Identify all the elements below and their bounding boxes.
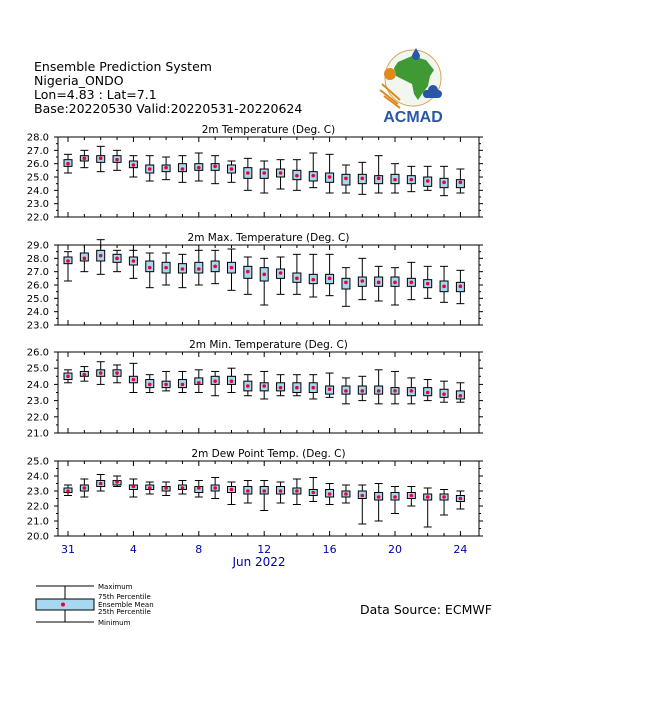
chart-panel-3 <box>27 339 483 440</box>
mean-marker <box>279 271 283 275</box>
box-day-8 <box>178 481 186 495</box>
mean-marker <box>197 381 201 385</box>
mean-marker <box>295 386 299 390</box>
mean-marker <box>66 259 70 263</box>
box-day-8 <box>178 254 186 287</box>
box-day-17 <box>326 373 334 397</box>
mean-marker <box>181 486 185 490</box>
box-day-21 <box>391 487 399 514</box>
mean-marker <box>246 489 250 493</box>
chart-panel-1 <box>27 124 483 224</box>
mean-marker <box>164 266 168 270</box>
x-tick-label: 12 <box>257 543 272 556</box>
mean-marker <box>311 491 315 495</box>
mean-marker <box>246 171 250 175</box>
panel-title: 2m Max. Temperature (Deg. C) <box>187 232 350 244</box>
box-day-9 <box>195 481 203 498</box>
box-day-21 <box>391 268 399 305</box>
mean-marker <box>148 266 152 270</box>
box-day-5 <box>129 479 137 497</box>
mean-marker <box>361 177 365 181</box>
y-tick-label: 23.0 <box>26 396 49 408</box>
legend-mean-label: Ensemble Mean <box>98 601 154 609</box>
box-day-12 <box>244 158 252 190</box>
mean-marker <box>148 383 152 387</box>
mean-marker <box>442 181 446 185</box>
box-day-10 <box>211 156 219 184</box>
mean-marker <box>344 177 348 181</box>
box-day-3 <box>97 475 105 492</box>
mean-marker <box>66 489 70 493</box>
box-day-4 <box>113 250 121 271</box>
mean-marker <box>361 389 365 393</box>
mean-marker <box>311 278 315 282</box>
mean-marker <box>328 277 332 281</box>
box-day-8 <box>178 156 186 183</box>
mean-marker <box>459 497 463 501</box>
box-day-20 <box>375 266 383 301</box>
mean-marker <box>213 486 217 490</box>
mean-marker <box>99 371 103 375</box>
y-tick-label: 23.0 <box>26 486 49 498</box>
mean-marker <box>246 384 250 388</box>
box-day-18 <box>342 485 350 503</box>
mean-marker <box>377 495 381 499</box>
mean-marker <box>115 371 119 375</box>
box-day-2 <box>80 150 88 167</box>
box-day-23 <box>424 266 432 298</box>
base-valid-dates: Base:20220530 Valid:20220531-20220624 <box>34 101 303 116</box>
box-day-1 <box>64 154 72 173</box>
box-day-4 <box>113 476 121 487</box>
box-day-23 <box>424 166 432 190</box>
box-day-2 <box>80 479 88 497</box>
mean-marker <box>132 163 136 167</box>
mean-marker <box>197 166 201 170</box>
mean-marker <box>262 489 266 493</box>
box-day-21 <box>391 371 399 403</box>
y-tick-label: 25.0 <box>26 293 49 305</box>
mean-marker <box>410 178 414 182</box>
y-tick-label: 26.0 <box>26 347 49 359</box>
box-day-10 <box>211 478 219 499</box>
y-tick-label: 22.0 <box>26 412 49 424</box>
box-day-5 <box>129 363 137 392</box>
mean-marker <box>230 488 234 492</box>
box-day-5 <box>129 250 137 278</box>
box-day-20 <box>375 370 383 404</box>
mean-marker <box>83 373 87 377</box>
mean-marker <box>393 281 397 285</box>
mean-marker <box>344 492 348 496</box>
box-day-20 <box>375 156 383 193</box>
x-tick-label: 31 <box>61 543 75 556</box>
mean-marker <box>66 162 70 166</box>
mean-marker <box>83 486 87 490</box>
location-name: Nigeria_ONDO <box>34 73 124 88</box>
mean-marker <box>410 494 414 498</box>
box-day-1 <box>64 485 72 496</box>
x-axis-month-label: Jun 2022 <box>232 555 286 569</box>
box-day-8 <box>178 371 186 392</box>
mean-marker <box>442 495 446 499</box>
box-day-16 <box>309 153 317 188</box>
box-day-17 <box>326 484 334 505</box>
y-tick-label: 28.0 <box>26 253 49 265</box>
mean-marker <box>213 165 217 169</box>
mean-marker <box>99 482 103 486</box>
box-day-24 <box>440 266 448 302</box>
legend-p25-label: 25th Percentile <box>98 608 151 616</box>
y-tick-label: 24.0 <box>26 471 49 483</box>
y-tick-label: 23.0 <box>26 320 49 332</box>
legend-p75-label: 75th Percentile <box>98 593 151 601</box>
box-day-17 <box>326 254 334 295</box>
mean-marker <box>328 492 332 496</box>
box-day-14 <box>277 482 285 503</box>
box-day-11 <box>228 482 236 505</box>
legend-minimum-label: Minimum <box>98 619 131 627</box>
box-day-2 <box>80 245 88 272</box>
mean-marker <box>115 158 119 162</box>
mean-marker <box>393 178 397 182</box>
box-day-19 <box>358 162 366 194</box>
mean-marker <box>181 267 185 271</box>
mean-marker <box>295 174 299 178</box>
box-day-3 <box>97 146 105 171</box>
box-day-11 <box>228 368 236 392</box>
x-tick-label: 16 <box>322 543 337 556</box>
mean-marker <box>279 171 283 175</box>
box-day-25 <box>456 491 464 509</box>
mean-marker <box>426 282 430 286</box>
mean-marker <box>295 277 299 281</box>
mean-marker <box>99 157 103 161</box>
x-tick-label: 8 <box>195 543 203 556</box>
mean-marker <box>279 489 283 493</box>
mean-marker <box>361 494 365 498</box>
mean-marker <box>99 254 103 258</box>
y-tick-label: 21.0 <box>26 428 49 440</box>
box-day-2 <box>80 367 88 382</box>
y-tick-label: 26.0 <box>26 159 49 171</box>
y-tick-label: 24.0 <box>26 185 49 197</box>
box-day-24 <box>440 490 448 516</box>
mean-marker <box>377 281 381 285</box>
x-tick-label: 24 <box>453 543 468 556</box>
mean-marker <box>66 375 70 379</box>
mean-marker <box>393 389 397 393</box>
box-day-25 <box>456 270 464 303</box>
box-day-18 <box>342 268 350 307</box>
box-day-19 <box>358 485 366 524</box>
mean-marker <box>344 281 348 285</box>
box-day-4 <box>113 365 121 383</box>
box-day-24 <box>440 166 448 195</box>
mean-marker <box>148 486 152 490</box>
box-day-11 <box>228 249 236 290</box>
coordinates: Lon=4.83 : Lat=7.1 <box>34 87 157 102</box>
box-day-12 <box>244 257 252 294</box>
box-day-10 <box>211 250 219 283</box>
box-day-6 <box>146 253 154 288</box>
box-day-25 <box>456 383 464 402</box>
mean-marker <box>262 273 266 277</box>
box-day-16 <box>309 478 317 502</box>
y-tick-label: 25.0 <box>26 456 49 468</box>
mean-marker <box>164 166 168 170</box>
mean-marker <box>311 386 315 390</box>
box-day-9 <box>195 153 203 181</box>
y-tick-label: 24.0 <box>26 307 49 319</box>
box-day-10 <box>211 371 219 395</box>
box-day-14 <box>277 375 285 396</box>
mean-marker <box>83 257 87 261</box>
mean-marker <box>197 486 201 490</box>
box-day-15 <box>293 479 301 505</box>
mean-marker <box>377 389 381 393</box>
y-tick-label: 27.0 <box>26 267 49 279</box>
box-day-13 <box>260 258 268 305</box>
mean-marker <box>213 379 217 383</box>
box-day-24 <box>440 381 448 402</box>
chart-panel-2 <box>27 232 483 332</box>
box-day-7 <box>162 371 170 390</box>
legend-maximum-label: Maximum <box>98 583 133 591</box>
box-day-19 <box>358 376 366 400</box>
box-day-12 <box>244 375 252 396</box>
y-tick-label: 26.0 <box>26 280 49 292</box>
data-source: Data Source: ECMWF <box>360 602 492 617</box>
box-day-19 <box>358 258 366 299</box>
box-day-22 <box>407 166 415 191</box>
x-tick-label: 20 <box>388 543 402 556</box>
mean-marker <box>295 489 299 493</box>
box-day-20 <box>375 484 383 522</box>
box-day-4 <box>113 150 121 170</box>
box-day-22 <box>407 378 415 404</box>
mean-marker <box>459 394 463 398</box>
mean-marker <box>132 259 136 263</box>
box-day-16 <box>309 254 317 297</box>
box-day-1 <box>64 252 72 281</box>
box-day-22 <box>407 262 415 299</box>
mean-marker <box>393 495 397 499</box>
box-day-12 <box>244 481 252 504</box>
box-day-15 <box>293 160 301 191</box>
mean-marker <box>230 266 234 270</box>
mean-marker <box>213 265 217 269</box>
y-tick-label: 22.0 <box>26 212 49 224</box>
mean-marker <box>459 181 463 185</box>
box-day-23 <box>424 380 432 401</box>
y-tick-label: 29.0 <box>26 240 49 252</box>
y-tick-label: 24.0 <box>26 379 49 391</box>
box-day-1 <box>64 370 72 383</box>
mean-marker <box>197 267 201 271</box>
box-day-15 <box>293 254 301 294</box>
y-tick-label: 25.0 <box>26 363 49 375</box>
box-day-9 <box>195 370 203 393</box>
mean-marker <box>148 167 152 171</box>
mean-marker <box>361 279 365 283</box>
mean-marker <box>459 285 463 289</box>
mean-marker <box>442 285 446 289</box>
box-day-13 <box>260 371 268 399</box>
box-day-7 <box>162 157 170 180</box>
mean-marker <box>262 384 266 388</box>
mean-marker <box>442 392 446 396</box>
logo-text: ACMAD <box>383 109 443 126</box>
legend-mean-marker <box>61 603 65 607</box>
mean-marker <box>246 270 250 274</box>
box-day-15 <box>293 375 301 396</box>
mean-marker <box>132 378 136 382</box>
box-day-18 <box>342 378 350 404</box>
box-day-6 <box>146 482 154 494</box>
mean-marker <box>164 383 168 387</box>
box-day-6 <box>146 375 154 393</box>
mean-marker <box>410 281 414 285</box>
mean-marker <box>230 167 234 171</box>
y-tick-label: 23.0 <box>26 199 49 211</box>
box-day-17 <box>326 154 334 193</box>
mean-marker <box>426 179 430 183</box>
mean-marker <box>164 486 168 490</box>
box-day-6 <box>146 156 154 181</box>
mean-marker <box>115 480 119 484</box>
mean-marker <box>83 157 87 161</box>
box-day-7 <box>162 482 170 496</box>
box-day-13 <box>260 161 268 193</box>
mean-marker <box>115 257 119 261</box>
chart-panel-4 <box>27 448 483 569</box>
panel-title: 2m Temperature (Deg. C) <box>201 124 336 136</box>
mean-marker <box>410 389 414 393</box>
box-day-14 <box>277 160 285 189</box>
y-tick-label: 22.0 <box>26 501 49 513</box>
box-day-7 <box>162 253 170 285</box>
box-day-25 <box>456 169 464 193</box>
mean-marker <box>377 177 381 181</box>
system-title: Ensemble Prediction System <box>34 59 212 74</box>
box-day-9 <box>195 250 203 285</box>
box-day-3 <box>97 362 105 385</box>
mean-marker <box>181 383 185 387</box>
box-day-21 <box>391 164 399 193</box>
panel-title: 2m Dew Point Temp. (Deg. C) <box>191 448 346 460</box>
x-tick-label: 4 <box>129 543 137 556</box>
box-day-22 <box>407 487 415 507</box>
box-day-11 <box>228 161 236 182</box>
y-tick-label: 21.0 <box>26 516 49 528</box>
mean-marker <box>344 389 348 393</box>
y-tick-label: 25.0 <box>26 172 49 184</box>
mean-marker <box>262 171 266 175</box>
y-tick-label: 28.0 <box>26 132 49 144</box>
box-day-14 <box>277 257 285 294</box>
box-day-16 <box>309 375 317 399</box>
mean-marker <box>328 387 332 391</box>
box-day-23 <box>424 488 432 527</box>
box-day-13 <box>260 481 268 511</box>
y-tick-label: 20.0 <box>26 531 49 543</box>
mean-marker <box>311 174 315 178</box>
mean-marker <box>181 167 185 171</box>
mean-marker <box>426 391 430 395</box>
y-tick-label: 27.0 <box>26 145 49 157</box>
legend <box>30 580 180 630</box>
panel-title: 2m Min. Temperature (Deg. C) <box>189 339 348 351</box>
mean-marker <box>132 485 136 489</box>
mean-marker <box>426 495 430 499</box>
mean-marker <box>328 175 332 179</box>
mean-marker <box>279 386 283 390</box>
box-day-18 <box>342 165 350 193</box>
box-day-5 <box>129 156 137 177</box>
mean-marker <box>230 379 234 383</box>
